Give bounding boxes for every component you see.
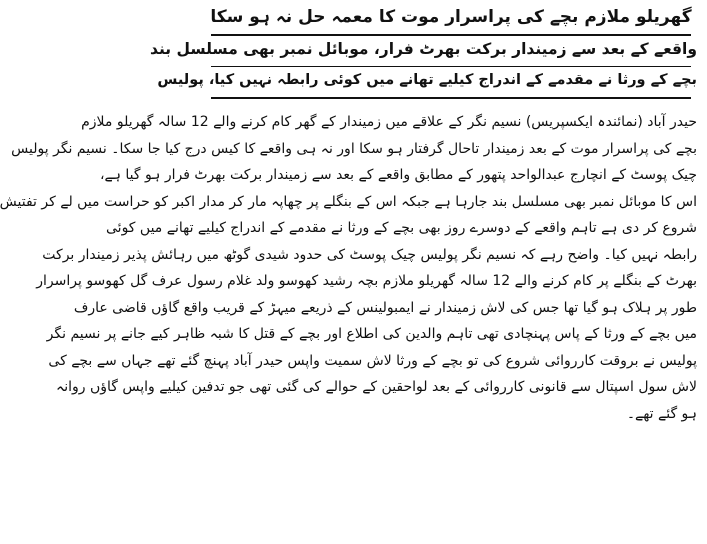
body-line: لاش سول اسپتال سے قانونی کارروائی کے بعد لواحقین کے حوالے کی گئی تھی جو تدفین کیلیے واپس گاؤں روانہ <box>56 379 697 395</box>
body-line: رابطہ نہیں کیا۔ واضح رہے کہ نسیم نگر پولیس چیک پوسٹ کی حدود شیدی گوٹھ میں رہائش پذیر زمیندار برکت <box>42 246 697 263</box>
body-line: اس کا موبائل نمبر بھی مسلسل بند جارہا ہے جبکہ اس کے بنگلے پر چھاپہ مار کر مدار اکبر کو حراست میں لے کر تفتیش <box>0 193 697 210</box>
sub-headline-2: بچے کے ورثا نے مقدمے کے اندراج کیلیے تھانے میں کوئی رابطہ نہیں کیا، پولیس <box>157 72 697 88</box>
body-line: پولیس نے بروقت کارروائی شروع کی تو بچے کے ورثا لاش سمیت واپس حیدر آباد پہنچ گئے تھے جہاں سے بچے کی <box>48 352 697 369</box>
body-line: طور پر ہلاک ہو گیا تھا جس کی لاش زمیندار نے ایمبولینس کے ذریعے میہڑ کے قریب واقع گاؤں قاضی عارف <box>73 299 697 316</box>
main-headline: گھریلو ملازم بچے کی پراسرار موت کا معمہ حل نہ ہو سکا <box>210 7 692 27</box>
sub-headline-1: واقعے کے بعد سے زمیندار برکت بھرٹ فرار، موبائل نمبر بھی مسلسل بند <box>150 40 697 58</box>
body-line: بھرٹ کے بنگلے پر کام کرنے والے 12 سالہ گھریلو ملازم بچہ رشید کھوسو ولد غلام رسول عرف گل کھوسو پراسرار <box>36 273 697 289</box>
body-line: چیک پوسٹ کے انچارج عبدالواحد پتھور کے مطابق واقعے کے بعد سے زمیندار برکت بھرٹ فرار ہو گیا ہے، <box>99 167 697 183</box>
body-line: میں بچے کے ورثا کے پاس پہنچادی تھی تاہم والدین کی اطلاع اور بچے کے قتل کا شبہ ظاہر کیے جانے پر نسیم نگر <box>46 326 697 342</box>
body-line: شروع کر دی ہے تاہم واقعے کے دوسرے روز بھی بچے کے ورثا نے مقدمے کے اندراج کیلیے تھانے میں کوئی <box>106 220 697 236</box>
body-line: حیدر آباد (نمائندہ ایکسپریس) نسیم نگر کے علاقے میں زمیندار کے گھر کام کرنے والے 12 سالہ گھریلو ملازم <box>81 114 697 130</box>
body-line: بچے کی پراسرار موت کے بعد زمیندار تاحال گرفتار ہو سکا اور نہ ہی واقعے کا کیس درج کیا جا سکا۔ نسیم نگر پولیس <box>11 140 697 157</box>
article-body <box>0 109 697 427</box>
headline-divider <box>211 97 691 99</box>
body-line: ہو گئے تھے۔ <box>626 405 697 422</box>
headline-block <box>150 4 697 99</box>
